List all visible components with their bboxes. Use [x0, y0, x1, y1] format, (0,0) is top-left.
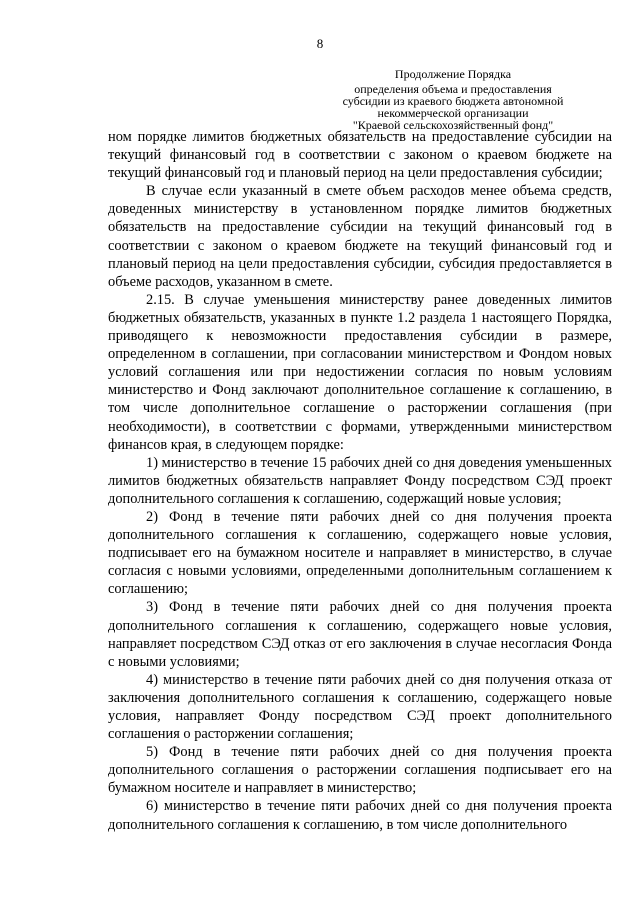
- list-item-4: 4) министерство в течение пяти рабочих дней со дня получения отказа от заключения дополнительного соглашения к соглашению, содержащего новые условия, направляет Фонду посредством СЭД проект дополнительного соглашения о расторжении соглашения;: [108, 671, 612, 743]
- continuation-header: [330, 68, 576, 131]
- paragraph: В случае если указанный в смете объем расходов менее объема средств, доведенных министерству в установленном порядке лимитов бюджетных обязательств на предоставление субсидии на текущий финансовый год в соответствии с законом о краевом бюджете на текущий финансовый год и плановый период на цели предоставления субсидии, субсидия предоставляется в объеме расходов, указанном в смете.: [108, 183, 612, 290]
- list-item-2: 2) Фонд в течение пяти рабочих дней со дня получения проекта дополнительного соглашения к соглашению, содержащего новые условия, подписывает его на бумажном носителе и направляет в министерство, в случае согласия с новыми условиями, определенными дополнительным соглашением к соглашению;: [108, 508, 612, 598]
- list-item-6: 6) министерство в течение пяти рабочих дней со дня получения проекта дополнительного соглашения к соглашению, в том числе дополнительного: [108, 798, 612, 833]
- header-line: определения объема и предоставления: [354, 82, 552, 96]
- header-title: Продолжение Порядка: [394, 67, 512, 81]
- header-line: некоммерческой организации: [377, 106, 529, 120]
- paragraph-2-15: 2.15. В случае уменьшения министерству ранее доведенных лимитов бюджетных обязательств, указанных в пункте 1.2 раздела 1 настоящего Порядка, приводящего к невозможности предоставления субсидии в размере, определенном в соглашении, при согласовании министерством и Фондом новых условий соглашения или при недостижении согласия по новым условиям министерство и Фонд заключают дополнительное соглашение к соглашению, в том числе дополнительное соглашение о расторжении соглашения (при необходимости), в соответствии с формами, утвержденными министерством финансов края, в следующем порядке:: [108, 291, 612, 453]
- page-number: 8: [316, 36, 324, 51]
- list-item-3: 3) Фонд в течение пяти рабочих дней со дня получения проекта дополнительного соглашения к соглашению, содержащего новые условия, направляет посредством СЭД отказ от его заключения в случае несогласия Фонда с новыми условиями;: [108, 599, 612, 670]
- list-item-5: 5) Фонд в течение пяти рабочих дней со дня получения проекта дополнительного соглашения о расторжении соглашения подписывает его на бумажном носителе и направляет в министерство;: [108, 744, 612, 797]
- list-item-1: 1) министерство в течение 15 рабочих дней со дня доведения уменьшенных лимитов бюджетных обязательств направляет Фонду посредством СЭД проект дополнительного соглашения к соглашению, содержащий новые условия;: [108, 454, 612, 507]
- header-line: "Краевой сельскохозяйственный фонд": [352, 118, 554, 132]
- paragraph-continuation: ном порядке лимитов бюджетных обязательств на предоставление субсидии на текущий финансовый год в соответствии с законом о краевом бюджете на текущий финансовый год и плановый период на цели предоставления субсидии;: [108, 129, 612, 182]
- document-body: [108, 128, 612, 834]
- header-line: субсидии из краевого бюджета автономной: [342, 94, 564, 108]
